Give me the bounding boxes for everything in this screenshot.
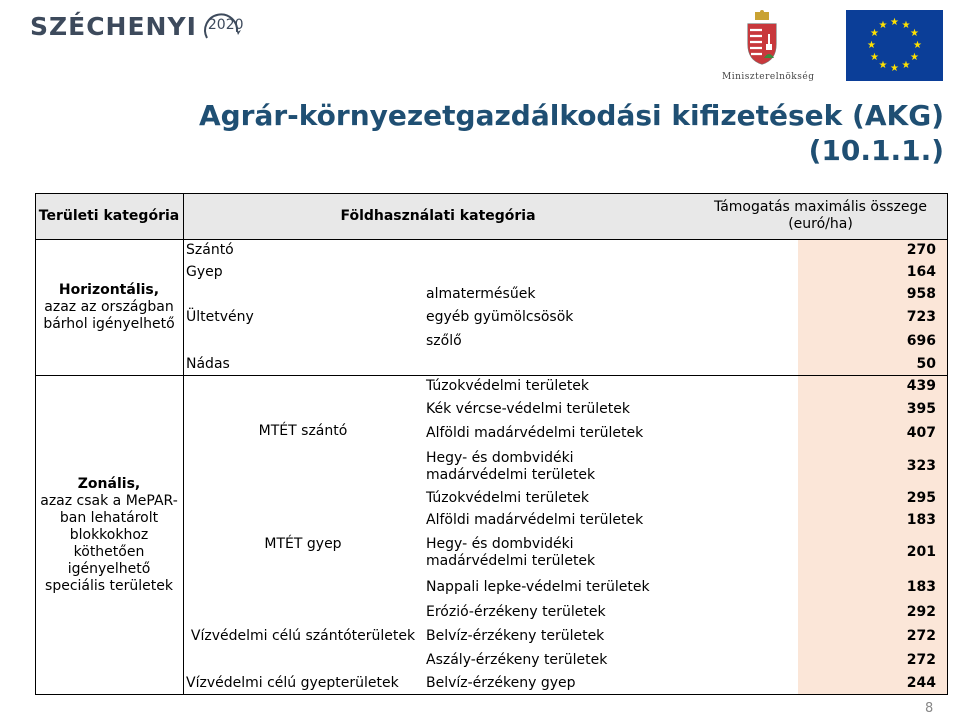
sub-nappali: Nappali lepke-védelmi területek bbox=[426, 578, 650, 595]
svg-text:★: ★ bbox=[870, 28, 879, 39]
col-header-area-category: Területi kategória bbox=[38, 207, 180, 224]
divider-col1 bbox=[183, 193, 184, 695]
sub-egyeb: egyéb gyümölcsösök bbox=[426, 309, 574, 325]
hungarian-coat-of-arms-icon bbox=[742, 10, 782, 66]
sub-belviz: Belvíz-érzékeny területek bbox=[426, 628, 605, 644]
land-szanto: Szántó bbox=[186, 241, 234, 258]
sub-kek-vercse: Kék vércse-védelmi területek bbox=[426, 401, 630, 417]
col-header-max-support: Támogatás maximális összege (euró/ha) bbox=[713, 199, 928, 232]
divider-header bbox=[35, 239, 948, 240]
sub-alfoldi-1: Alföldi madárvédelmi területek bbox=[426, 425, 644, 441]
page-title bbox=[199, 98, 944, 168]
value-erozio: 292 bbox=[798, 600, 948, 625]
group-horizontal-title: Horizontális, bbox=[58, 281, 160, 298]
value-hegy-1: 323 bbox=[798, 445, 948, 488]
value-egyeb: 723 bbox=[798, 305, 948, 330]
land-mtet-gyep: MTÉT gyep bbox=[264, 535, 342, 552]
sub-tuzok-1: Túzokvédelmi területek bbox=[426, 377, 590, 394]
group-zonal-desc: azaz csak a MePAR-ban lehatárolt blokkokhoz köthetően igényelhető speciális területek bbox=[40, 492, 178, 594]
land-ultetveny: Ültetvény bbox=[186, 308, 254, 325]
group-zonal bbox=[35, 375, 183, 695]
svg-text:★: ★ bbox=[910, 52, 919, 63]
svg-text:★: ★ bbox=[901, 60, 911, 71]
border-left bbox=[35, 193, 36, 695]
sub-alfoldi-2: Alföldi madárvédelmi területek bbox=[426, 511, 644, 528]
group-horizontal bbox=[35, 239, 183, 375]
miniszterelnokseg-logo-text: Miniszterelnökség bbox=[722, 72, 815, 82]
col-header-land-use: Földhasználati kategória bbox=[340, 207, 536, 224]
group-zonal-title: Zonális, bbox=[77, 475, 141, 492]
group-horizontal-desc: azaz az országban bárhol igényelhető bbox=[43, 298, 175, 332]
szechenyi-2020-logo bbox=[30, 6, 243, 46]
svg-text:★: ★ bbox=[878, 60, 888, 71]
land-mtet-szanto: MTÉT szántó bbox=[258, 423, 348, 439]
land-nadas: Nádas bbox=[186, 355, 230, 372]
value-almatermesuek: 958 bbox=[798, 283, 948, 305]
svg-text:★: ★ bbox=[913, 40, 922, 51]
page-number: 8 bbox=[925, 701, 934, 716]
svg-text:★: ★ bbox=[890, 17, 899, 28]
value-kek-vercse: 395 bbox=[798, 397, 948, 422]
border-bottom bbox=[35, 694, 948, 695]
value-szanto: 270 bbox=[798, 239, 948, 261]
svg-text:★: ★ bbox=[867, 40, 876, 51]
divider-groups bbox=[35, 375, 948, 376]
land-vizvedelmi-szanto: Vízvédelmi célú szántóterületek bbox=[190, 627, 416, 644]
border-top bbox=[35, 193, 948, 194]
value-gyep: 164 bbox=[798, 261, 948, 283]
value-belviz-gyep: 244 bbox=[798, 672, 948, 695]
value-hegy-2: 201 bbox=[798, 531, 948, 574]
sub-tuzok-2: Túzokvédelmi területek bbox=[426, 490, 590, 506]
value-belviz: 272 bbox=[798, 625, 948, 648]
sub-hegy-1: Hegy- és dombvidéki madárvédelmi területek bbox=[426, 449, 596, 483]
szechenyi-logo-badge bbox=[201, 8, 243, 44]
value-alfoldi-2: 183 bbox=[798, 509, 948, 531]
svg-text:★: ★ bbox=[901, 20, 911, 31]
eu-stars-icon bbox=[846, 10, 943, 81]
sub-aszaly: Aszály-érzékeny területek bbox=[426, 651, 608, 668]
value-szolo: 696 bbox=[798, 330, 948, 353]
value-alfoldi-1: 407 bbox=[798, 422, 948, 445]
sub-belviz-gyep: Belvíz-érzékeny gyep bbox=[426, 675, 576, 691]
land-gyep: Gyep bbox=[186, 263, 223, 280]
svg-text:★: ★ bbox=[910, 28, 919, 39]
value-nappali: 183 bbox=[798, 574, 948, 600]
border-right bbox=[947, 193, 948, 695]
value-tuzok-2: 295 bbox=[798, 488, 948, 509]
page-title-line1: Agrár-környezetgazdálkodási kifizetések (AKG) bbox=[198, 99, 944, 132]
value-tuzok-1: 439 bbox=[798, 375, 948, 397]
land-vizvedelmi-gyep: Vízvédelmi célú gyepterületek bbox=[186, 675, 399, 691]
svg-text:★: ★ bbox=[890, 63, 899, 74]
page-title-line2: (10.1.1.) bbox=[808, 134, 944, 167]
eu-flag bbox=[846, 10, 943, 81]
sub-szolo: szőlő bbox=[426, 333, 462, 349]
sub-almatermesuek: almatermésűek bbox=[426, 285, 536, 302]
szechenyi-logo-year: 2020 bbox=[207, 17, 244, 33]
miniszterelnokseg-logo bbox=[722, 10, 815, 82]
svg-text:★: ★ bbox=[878, 20, 888, 31]
sub-hegy-2: Hegy- és dombvidéki madárvédelmi területek bbox=[426, 535, 596, 569]
sub-erozio: Erózió-érzékeny területek bbox=[426, 604, 606, 620]
szechenyi-logo-text: SZÉCHENYI bbox=[30, 11, 197, 41]
value-aszaly: 272 bbox=[798, 648, 948, 672]
akg-payment-table bbox=[35, 193, 948, 695]
svg-text:★: ★ bbox=[870, 52, 879, 63]
value-nadas: 50 bbox=[798, 353, 948, 375]
